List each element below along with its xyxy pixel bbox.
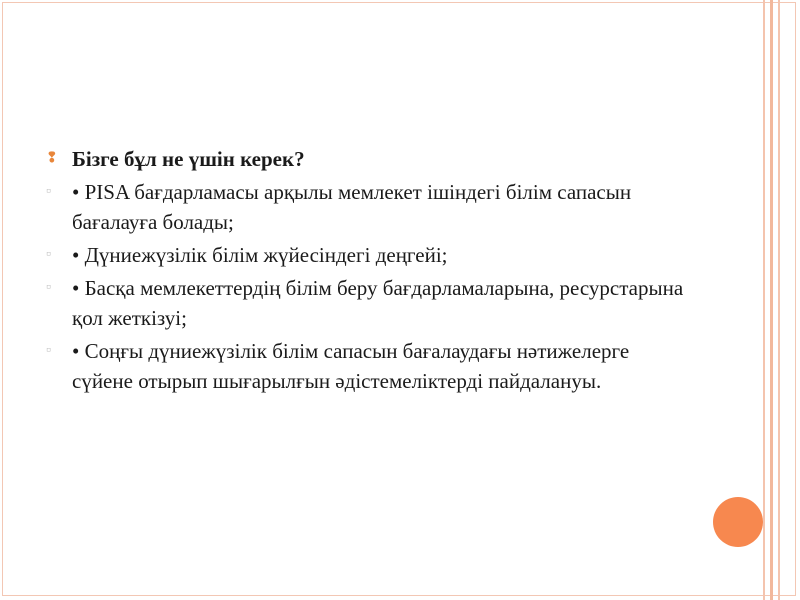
bullet-heading <box>46 144 686 174</box>
bullet-text: • Дүниежүзілік білім жүйесіндегі деңгейі; <box>72 243 448 267</box>
slide-body <box>46 144 686 399</box>
bullet-box-icon: ▫ <box>46 280 51 295</box>
bullet-item <box>46 177 686 237</box>
bullet-text: • PISA бағдарламасы арқылы мемлекет ішіндегі білім сапасын бағалауға болады; <box>72 180 632 234</box>
bullet-box-icon: ▫ <box>46 343 51 358</box>
bullet-item <box>46 273 686 333</box>
decorative-circle <box>713 497 763 547</box>
bullet-item <box>46 336 686 396</box>
bullet-arrow-icon: ❢ <box>46 151 58 166</box>
decorative-rule <box>770 0 773 600</box>
bullet-box-icon: ▫ <box>46 184 51 199</box>
bullet-text: • Басқа мемлекеттердің білім беру бағдарламаларына, ресурстарына қол жеткізуі; <box>72 276 684 330</box>
heading-text: Бізге бұл не үшін керек? <box>72 147 305 171</box>
bullet-text: • Соңғы дүниежүзілік білім сапасын бағалаудағы нәтижелерге сүйене отырып шығарылғын әдістемеліктерді пайдалануы. <box>72 339 630 393</box>
decorative-rule <box>763 0 765 600</box>
bullet-item <box>46 240 686 270</box>
decorative-rule <box>778 0 780 600</box>
bullet-box-icon: ▫ <box>46 247 51 262</box>
